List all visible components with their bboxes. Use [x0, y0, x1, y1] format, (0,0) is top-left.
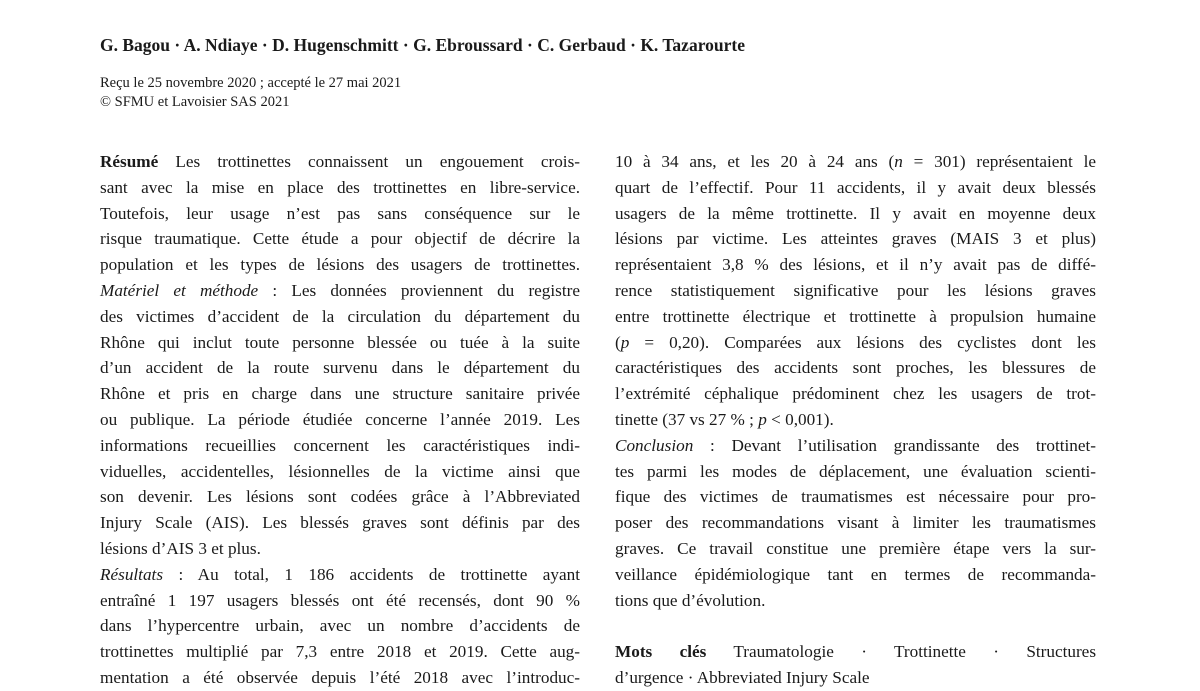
abstract-line: usagers de la même trottinette. Il y avait en moyenne deux — [615, 203, 1096, 223]
abstract-line: (p = 0,20). Comparées aux lésions des cyclistes dont les — [615, 332, 1096, 352]
abstract-line: fique des victimes de traumatismes est nécessaire pour pro- — [615, 487, 1096, 507]
abstract-line: poser des recommandations visant à limiter les traumatismes — [615, 513, 1096, 533]
abstract-line: lésions d’AIS 3 et plus. — [100, 538, 261, 558]
keywords-heading: Mots clés — [615, 642, 707, 662]
abstract-line: l’extrémité céphalique prédominent chez les usagers de trot- — [615, 384, 1096, 404]
abstract-line: lésions par victime. Les atteintes graves (MAIS 3 et plus) — [615, 229, 1096, 249]
abstract-line: Injury Scale (AIS). Les blessés graves sont définis par des — [100, 513, 580, 533]
methode-heading: Matériel et méthode — [100, 280, 259, 300]
abstract-left-column — [100, 149, 580, 691]
abstract-line: Matériel et méthode : Les données proviennent du registre — [100, 280, 580, 300]
abstract-line: d’un accident de la route survenu dans le département du — [100, 358, 580, 378]
resume-heading: Résumé — [100, 152, 159, 171]
abstract-line: risque traumatique. Cette étude a pour objectif de décrire la — [100, 229, 580, 249]
abstract-line: graves. Ce travail constitue une première étape vers la sur- — [615, 538, 1096, 558]
abstract-line: Rhône qui inclut toute personne blessée ou tuée à la suite — [100, 332, 580, 352]
abstract-line: Toutefois, leur usage n’est pas sans conséquence sur le — [100, 203, 580, 223]
abstract-line: tions que d’évolution. — [615, 590, 766, 610]
abstract-line: rence statistiquement significative pour les lésions graves — [615, 280, 1096, 300]
abstract-line: entraîné 1 197 usagers blessés ont été recensés, dont 90 % — [100, 590, 580, 610]
keywords-line: d’urgence · Abbreviated Injury Scale — [615, 667, 870, 687]
keywords-line: Mots clés Traumatologie · Trottinette · Structures — [615, 642, 1097, 662]
abstract-line: Résultats : Au total, 1 186 accidents de trottinette ayant — [100, 564, 580, 584]
abstract-line: des victimes d’accident de la circulation du département du — [100, 306, 580, 326]
abstract-line: Résumé Les trottinettes connaissent un engouement crois- — [100, 152, 580, 171]
abstract-line: Rhône et pris en charge dans une structure sanitaire privée — [100, 384, 580, 404]
abstract-line: ou publique. La période étudiée concerne l’année 2019. Les — [100, 409, 580, 429]
section-spacer — [615, 613, 1096, 639]
abstract-line: viduelles, accidentelles, lésionnelles de la victime ainsi que — [100, 461, 580, 481]
abstract-line: informations recueillies concernent les caractéristiques indi- — [100, 435, 580, 455]
resultats-heading: Résultats — [100, 564, 164, 584]
abstract-line: représentaient 3,8 % des lésions, et il n’y avait pas de diffé- — [615, 255, 1096, 275]
abstract-line: quart de l’effectif. Pour 11 accidents, il y avait deux blessés — [615, 177, 1096, 197]
abstract-right-column — [615, 149, 1096, 691]
abstract-line: dans l’hypercentre urbain, avec un nombre d’accidents de — [100, 616, 580, 636]
copyright-line: © SFMU et Lavoisier SAS 2021 — [100, 94, 290, 110]
abstract-line: entre trottinette électrique et trottinette à propulsion humaine — [615, 306, 1096, 326]
abstract-line: sant avec la mise en place des trottinettes en libre-service. — [100, 177, 580, 197]
abstract-line: son devenir. Les lésions sont codées grâce à l’Abbreviated — [100, 487, 580, 507]
abstract-line: tinette (37 vs 27 % ; p < 0,001). — [615, 409, 834, 429]
abstract-line: veillance épidémiologique tant en termes de recommanda- — [615, 564, 1096, 584]
authors-line: G. Bagou · A. Ndiaye · D. Hugenschmitt · G. Ebroussard · C. Gerbaud · K. Tazarourte — [100, 35, 745, 55]
abstract-line: caractéristiques des accidents sont proches, les blessures de — [615, 358, 1096, 378]
received-accepted-dates: Reçu le 25 novembre 2020 ; accepté le 27 mai 2021 — [100, 75, 402, 91]
conclusion-heading: Conclusion — [615, 435, 694, 455]
abstract-line: tes parmi les modes de déplacement, une évaluation scienti- — [615, 461, 1096, 481]
publication-info — [100, 74, 401, 112]
abstract-line: 10 à 34 ans, et les 20 à 24 ans (n = 301) représentaient le — [615, 152, 1096, 171]
abstract-line: mentation a été observée depuis l’été 2018 avec l’introduc- — [100, 667, 580, 687]
abstract-line: trottinettes multiplié par 7,3 entre 2018 et 2019. Cette aug- — [100, 642, 580, 662]
abstract-line: population et les types de lésions des usagers de trottinettes. — [100, 255, 580, 275]
abstract-line: Conclusion : Devant l’utilisation grandissante des trottinet- — [615, 435, 1096, 455]
